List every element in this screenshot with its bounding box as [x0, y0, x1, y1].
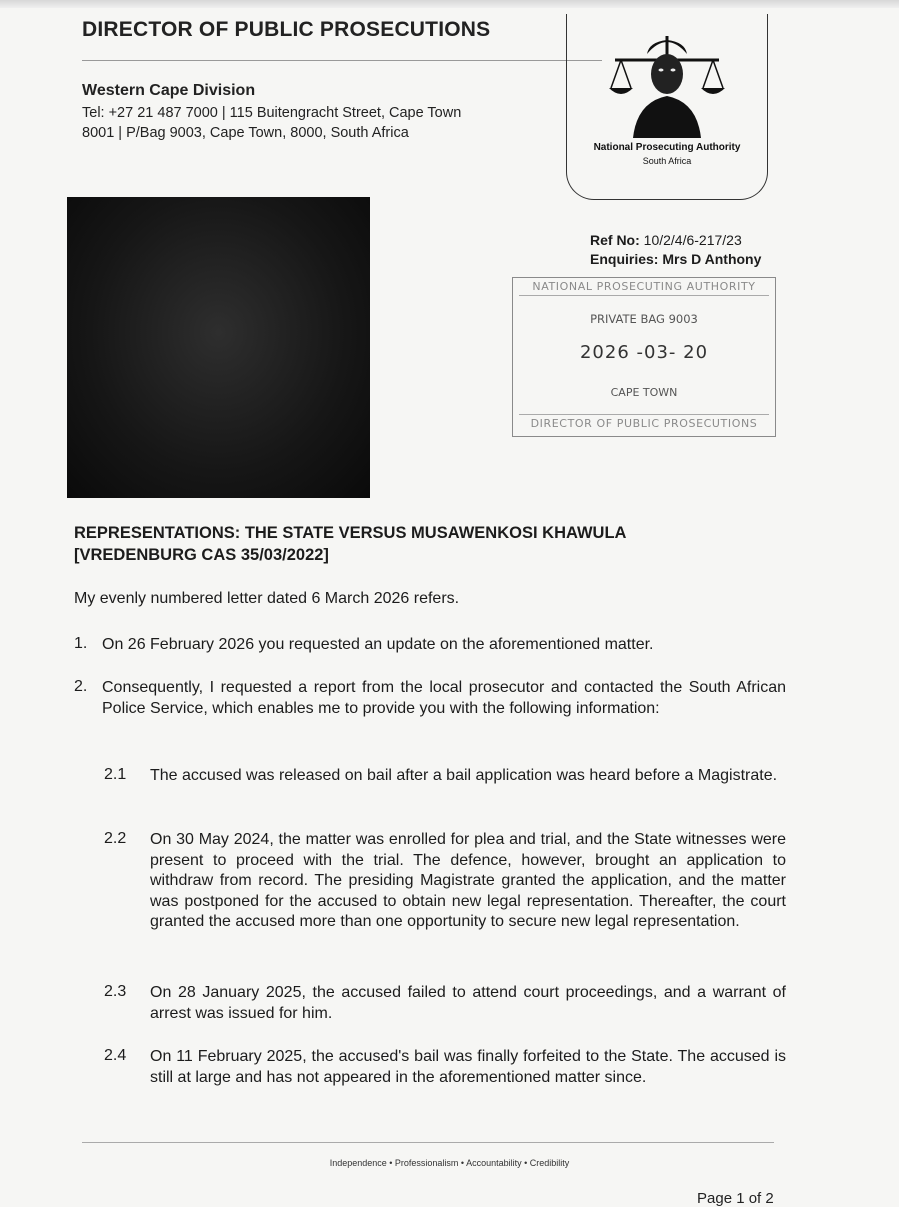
subitem-number: 2.4	[104, 1047, 127, 1064]
subject-line-2: [VREDENBURG CAS 35/03/2022]	[74, 546, 329, 564]
npa-scales-emblem-icon	[607, 26, 727, 138]
subitem-text: On 28 January 2025, the accused failed to attend court proceedings, and a warrant of arrest was issued for him.	[150, 984, 786, 1022]
header-divider	[82, 60, 602, 61]
stamp-bag: PRIVATE BAG 9003	[590, 312, 698, 326]
page-number: Page 1 of 2	[697, 1190, 774, 1207]
ref-number	[590, 231, 761, 250]
stamp-rule-bottom	[519, 414, 769, 415]
subitem-number: 2.3	[104, 983, 127, 1000]
address-line-1: Tel: +27 21 487 7000 | 115 Buitengracht Street, Cape Town	[82, 105, 462, 121]
stamp-city: CAPE TOWN	[610, 386, 678, 399]
stamp-authority: NATIONAL PROSECUTING AUTHORITY	[532, 280, 756, 293]
redacted-address-block	[67, 197, 370, 498]
received-stamp	[512, 277, 776, 437]
npa-name: National Prosecuting Authority	[593, 142, 741, 153]
reference-block	[590, 231, 761, 269]
subitem-number: 2.2	[104, 830, 127, 847]
subitem-text: On 11 February 2025, the accused's bail was finally forfeited to the State. The accused is still at large and has not appeared in the aforementioned matter since.	[150, 1048, 786, 1086]
stamp-rule-top	[519, 295, 769, 296]
npa-country: South Africa	[642, 156, 692, 166]
stamp-office: DIRECTOR OF PUBLIC PROSECUTIONS	[530, 417, 758, 430]
subitem-text: The accused was released on bail after a bail application was heard before a Magistrate.	[150, 767, 778, 784]
item-number: 1.	[74, 635, 88, 652]
office-address	[82, 103, 522, 143]
address-line-2: 8001 | P/Bag 9003, Cape Town, 8000, South Africa	[82, 125, 409, 141]
subject-line-1: REPRESENTATIONS: THE STATE VERSUS MUSAWENKOSI KHAWULA	[74, 524, 627, 542]
intro-paragraph: My evenly numbered letter dated 6 March 2026 refers.	[74, 590, 460, 607]
scan-edge	[0, 0, 899, 8]
subitem-text: On 30 May 2024, the matter was enrolled for plea and trial, and the State witnesses were present to proceed with the trial. The defence, however, brought an application to withdraw from record. The presiding Magistrate granted the application, and the matter was postponed for the accused to obtain new legal representation. Thereafter, the court granted the accused more than one opportunity to secure new legal representation.	[150, 831, 786, 930]
enquiries-value: Mrs D Anthony	[662, 251, 762, 267]
stamp-date: 2026 -03- 20	[579, 342, 709, 363]
office-title: DIRECTOR OF PUBLIC PROSECUTIONS	[82, 18, 491, 41]
ref-value: 10/2/4/6-217/23	[643, 232, 742, 248]
ref-label: Ref No:	[590, 232, 640, 248]
subject-heading	[74, 522, 794, 566]
footer-motto: Independence • Professionalism • Accountability • Credibility	[329, 1158, 570, 1168]
item-text: Consequently, I requested a report from the local prosecutor and contacted the South African Police Service, which enables me to provide you with the following information:	[102, 679, 786, 717]
footer-divider	[82, 1142, 774, 1143]
item-number: 2.	[74, 678, 88, 695]
subitem-number: 2.1	[104, 766, 127, 783]
enquiries	[590, 250, 761, 269]
npa-logo-block	[566, 14, 768, 200]
division-name: Western Cape Division	[82, 82, 256, 99]
item-text: On 26 February 2026 you requested an update on the aforementioned matter.	[102, 636, 654, 653]
enquiries-label: Enquiries:	[590, 251, 659, 267]
